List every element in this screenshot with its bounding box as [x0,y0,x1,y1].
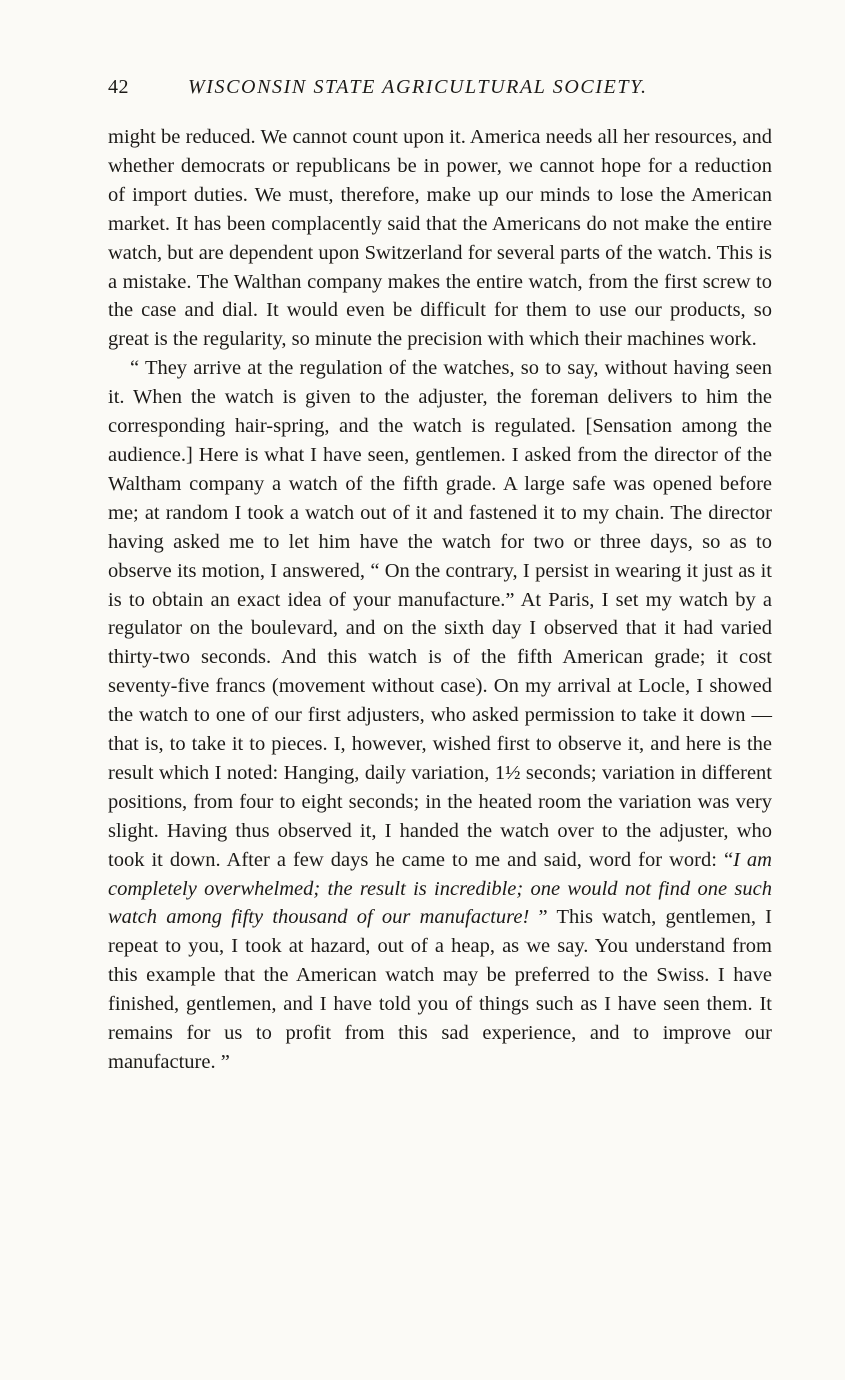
paragraph-2 [108,354,772,1077]
book-page [108,76,772,1077]
running-head [108,76,772,104]
body-text [108,123,772,1077]
paragraph-1: might be reduced. We cannot count upon it. America needs all her resources, and whether democrats or republicans be in power, we cannot hope for a reduction of import duties. We must, therefore, make up our minds to lose the American market. It has been complacently said that the Americans do not make the entire watch, but are dependent upon Switzerland for several parts of the watch. This is a mistake. The Walthan company makes the entire watch, from the first screw to the case and dial. It would even be difficult for them to use our products, so great is the regularity, so minute the precision with which their machines work. [108,126,772,351]
paragraph-2-text: “ They arrive at the regulation of the watches, so to say, without having seen it. When the watch is given to the adjuster, the foreman delivers to him the corresponding hair-spring, and the watch is regulated. [Sensation among the audience.] Here is what I have seen, gentlemen. I asked from the director of the Waltham company a watch of the fifth grade. A large safe was opened before me; at random I took a watch out of it and fastened it to my chain. The director having asked me to let him have the watch for two or three days, so as to observe its motion, I answered, “ On the contrary, I persist in wearing it just as it is to obtain an exact idea of your manufacture.” At Paris, I set my watch by a regulator on the boulevard, and on the sixth day I observed that it had varied thirty-two seconds. And this watch is of the fifth American grade; it cost seventy-five francs (movement without case). On my arrival at Locle, I showed the watch to one of our first adjusters, who asked permission to take it down — that is, to take it to pieces. I, however, wished first to observe it, and here is the result which I noted: Hanging, daily variation, 1½ seconds; variation in different positions, from four to eight seconds; in the heated room the variation was very slight. Having thus observed it, I handed the watch over to the adjuster, who took it down. After a few days he came to me and said, word for word: “ [108,357,772,871]
page-number: 42 [108,76,129,98]
paragraph-2-closing: ” This watch, gentlemen, I repeat to you, I took at hazard, out of a heap, as we say. You understand from this example that the American watch may be preferred to the Swiss. I have finished, gentlemen, and I have told you of things such as I have seen them. It remains for us to profit from this sad experience, and to improve our manufacture. ” [108,906,773,1073]
running-head-title: WISCONSIN STATE AGRICULTURAL SOCIETY. [188,76,648,98]
adjuster-quote: I am completely overwhelmed; the result is incredible; one would not find one such watch among fifty thousand of our manufacture! [108,848,772,929]
